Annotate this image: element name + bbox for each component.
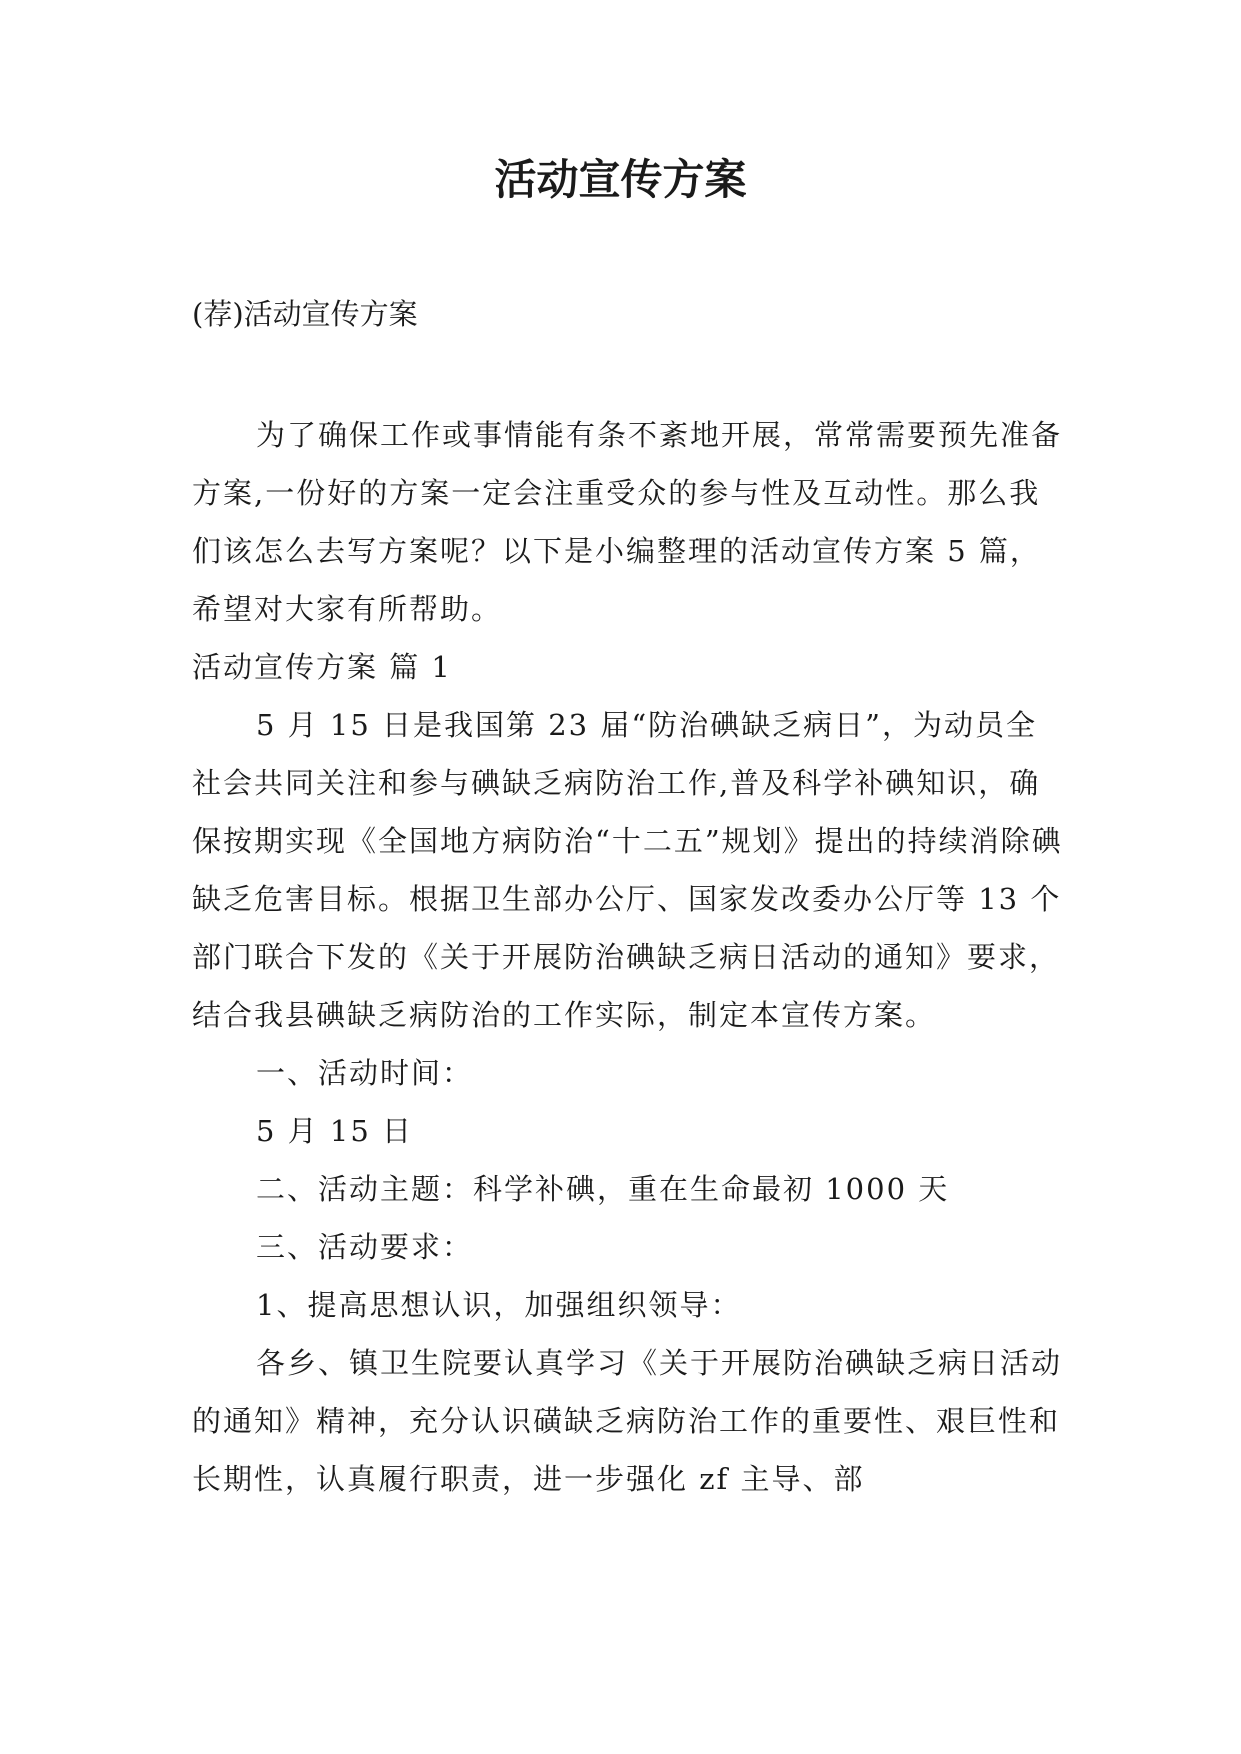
background-paragraph: 5 月 15 日是我国第 23 届“防治碘缺乏病日”，为动员全社会共同关注和参与碘缺乏病防治工作,普及科学补碘知识，确保按期实现《全国地方病防治“十二五”规划》提出的持续消除碘缺乏危害目标。根据卫生部办公厅、国家发改委办公厅等 13 个部门联合下发的《关于开展防治碘缺乏病日活动的通知》要求，结合我县碘缺乏病防治的工作实际，制定本宣传方案。 (192, 708, 1063, 1032)
document-body (192, 406, 1064, 1508)
requirement-1-heading: 1、提高思想认识，加强组织领导： (256, 1288, 742, 1322)
intro-paragraph: 为了确保工作或事情能有条不紊地开展，常常需要预先准备方案,一份好的方案一定会注重受众的参与性及互动性。那么我们该怎么去写方案呢？以下是小编整理的活动宣传方案 5 篇，希望对大家有所帮助。 (192, 418, 1063, 626)
activity-time-value: 5 月 15 日 (256, 1114, 414, 1148)
document-title: 活动宣传方案 (494, 155, 747, 204)
activity-time-heading: 一、活动时间： (256, 1056, 474, 1090)
activity-theme: 二、活动主题：科学补碘，重在生命最初 1000 天 (256, 1172, 950, 1206)
requirement-1-paragraph: 各乡、镇卫生院要认真学习《关于开展防治碘缺乏病日活动的通知》精神，充分认识磺缺乏病防治工作的重要性、艰巨性和长期性，认真履行职责，进一步强化 zf 主导、部 (192, 1346, 1063, 1496)
document-subtitle: (荐)活动宣传方案 (192, 297, 418, 331)
section-heading-part-1: 活动宣传方案 篇 1 (192, 650, 452, 684)
activity-requirements-heading: 三、活动要求： (256, 1230, 474, 1264)
